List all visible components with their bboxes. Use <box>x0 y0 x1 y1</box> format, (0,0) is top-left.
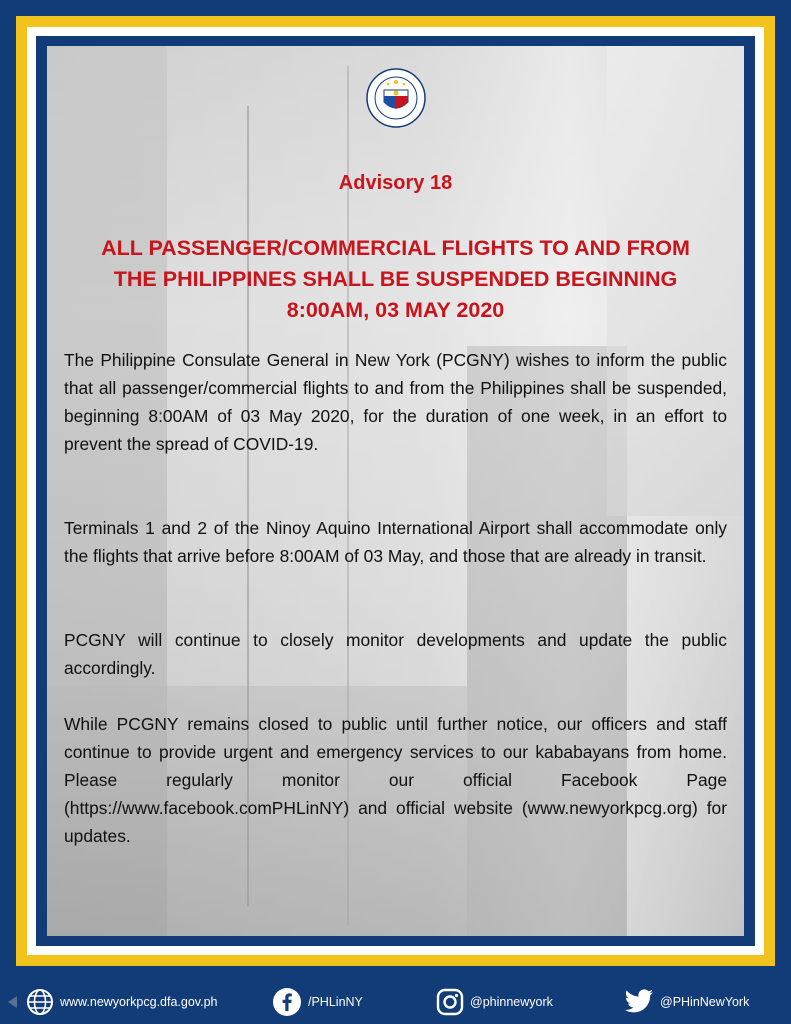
paragraph-flight-suspension: The Philippine Consulate General in New York (PCGNY) wishes to inform the public that all passenger/commercial flights to and from the Philippines shall be suspended, beginning 8:00AM of 03 May 2020, for the duration of one week, in an effort to prevent the spread of COVID-19. <box>64 350 727 454</box>
paragraph-monitoring: PCGNY will continue to closely monitor developments and update the public accordingly. <box>64 630 727 678</box>
advisory-number: Advisory 18 <box>338 172 453 194</box>
footer-twitter[interactable] <box>624 987 749 1017</box>
twitter-icon <box>624 989 654 1015</box>
footer-facebook-text: /PHLinNY <box>308 995 363 1009</box>
instagram-icon <box>436 988 464 1016</box>
footer-website-text: www.newyorkpcg.dfa.gov.ph <box>60 995 218 1009</box>
footer-instagram[interactable] <box>436 987 553 1017</box>
footer-facebook[interactable] <box>272 987 363 1017</box>
consulate-seal-icon <box>366 68 426 128</box>
footer-contact-bar <box>0 980 791 1024</box>
facebook-icon <box>272 987 302 1017</box>
advisory-headline: ALL PASSENGER/COMMERCIAL FLIGHTS TO AND FROM THE PHILIPPINES SHALL BE SUSPENDED BEGINNING 8:00AM, 03 MAY 2020 <box>101 236 690 322</box>
globe-icon <box>26 988 54 1016</box>
advisory-poster <box>47 46 744 936</box>
paragraph-naia-terminals: Terminals 1 and 2 of the Ninoy Aquino International Airport shall accommodate only the flights that arrive before 8:00AM of 03 May, and those that are already in transit. <box>64 518 727 566</box>
footer-website[interactable] <box>26 987 218 1017</box>
footer-twitter-text: @PHinNewYork <box>660 995 750 1009</box>
footer-instagram-text: @phinnewyork <box>470 995 553 1009</box>
paragraph-services-contact: While PCGNY remains closed to public until further notice, our officers and staff continue to provide urgent and emergency services to our kababayans from home. Please regularly monitor our official Facebook Page (https://www.facebook.comPHLinNY) and official website (www.newyorkpcg.org) for updates. <box>64 714 727 846</box>
